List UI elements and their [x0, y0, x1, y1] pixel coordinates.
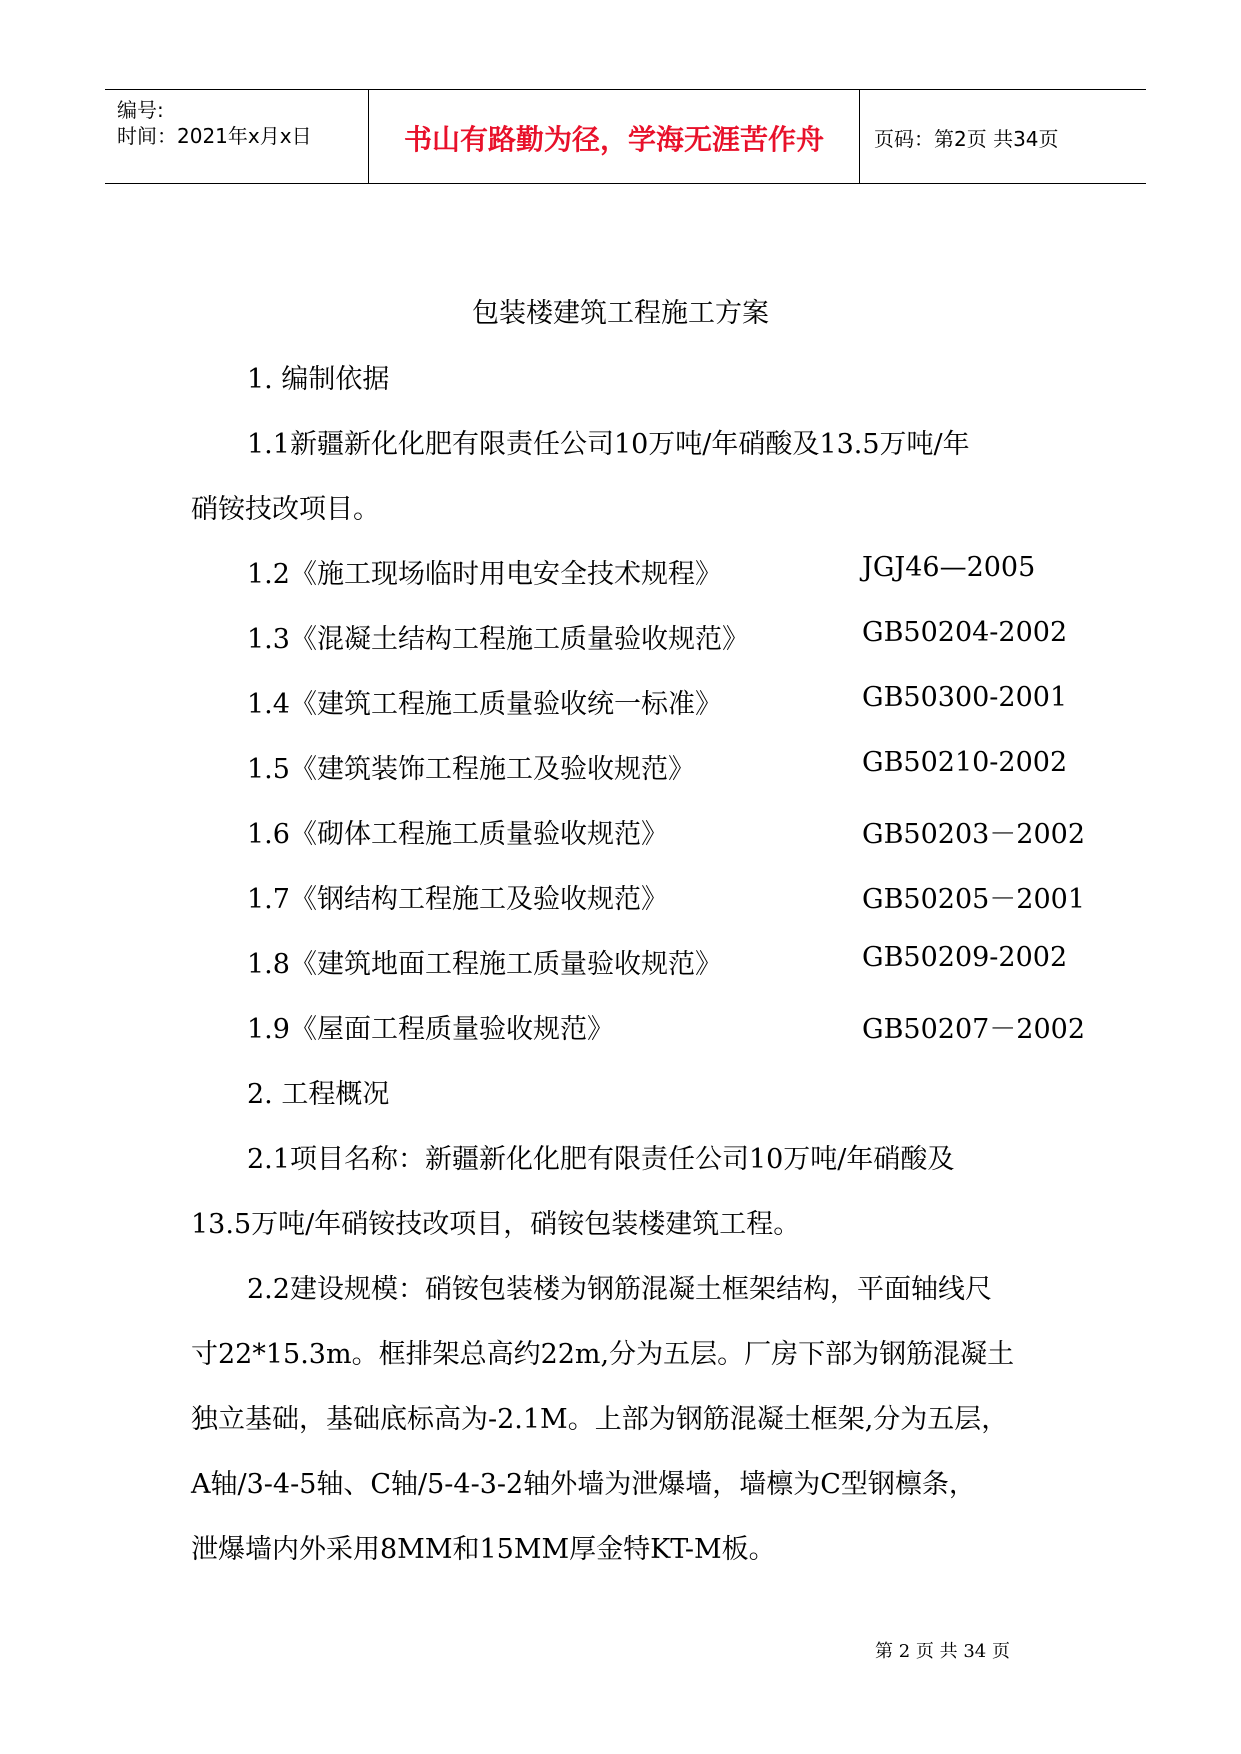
- item-2-1-line-1: 2.1项目名称：新疆新化化肥有限责任公司10万吨/年硝酸及: [247, 1144, 955, 1175]
- reference-name: 1.4《建筑工程施工质量验收统一标准》: [247, 689, 722, 720]
- reference-code: GB50300-2001: [862, 682, 1068, 713]
- header-motto-cell: [369, 90, 860, 183]
- reference-code: GB50204-2002: [862, 617, 1068, 648]
- reference-name: 1.3《混凝土结构工程施工质量验收规范》: [247, 624, 749, 655]
- section-1-heading: 1. 编制依据: [247, 364, 390, 395]
- item-2-2-line-5: 泄爆墙内外采用8MM和15MM厚金特KT-M板。: [191, 1534, 776, 1565]
- item-2-2-line-1: 2.2建设规模：硝铵包装楼为钢筋混凝土框架结构，平面轴线尺: [247, 1274, 992, 1305]
- document-title: 包装楼建筑工程施工方案: [472, 298, 769, 329]
- reference-name: 1.8《建筑地面工程施工质量验收规范》: [247, 949, 722, 980]
- reference-code: GB50203－2002: [862, 819, 1086, 850]
- reference-name: 1.7《钢结构工程施工及验收规范》: [247, 884, 668, 915]
- reference-code: JGJ46—2005: [862, 552, 1036, 583]
- reference-name: 1.9《屋面工程质量验收规范》: [247, 1014, 614, 1045]
- reference-name: 1.5《建筑装饰工程施工及验收规范》: [247, 754, 695, 785]
- item-2-1-line-2: 13.5万吨/年硝铵技改项目，硝铵包装楼建筑工程。: [191, 1209, 801, 1240]
- reference-code: GB50209-2002: [862, 942, 1068, 973]
- motto: 书山有路勤为径，学海无涯苦作舟: [403, 123, 824, 156]
- page-header: [105, 89, 1146, 184]
- page-code: 页码：第2页 共34页: [874, 127, 1059, 151]
- item-2-2-line-2: 寸22*15.3m。框排架总高约22m,分为五层。厂房下部为钢筋混凝土: [191, 1339, 1015, 1370]
- section-2-heading: 2. 工程概况: [247, 1079, 390, 1110]
- reference-code: GB50210-2002: [862, 747, 1068, 778]
- reference-code: GB50207－2002: [862, 1014, 1086, 1045]
- number-label: 编号:: [117, 98, 164, 122]
- page-footer: 第 2 页 共 34 页: [875, 1641, 1010, 1662]
- reference-code: GB50205－2001: [862, 884, 1086, 915]
- item-2-2-line-4: A轴/3-4-5轴、C轴/5-4-3-2轴外墙为泄爆墙，墙檩为C型钢檩条，: [191, 1469, 976, 1500]
- item-2-2-line-3: 独立基础，基础底标高为-2.1M。上部为钢筋混凝土框架,分为五层，: [191, 1404, 1009, 1435]
- item-1-1-line-2: 硝铵技改项目。: [191, 494, 380, 525]
- reference-name: 1.6《砌体工程施工质量验收规范》: [247, 819, 668, 850]
- time-label: 时间：2021年x月x日: [117, 124, 312, 148]
- header-info-cell: [105, 90, 369, 183]
- header-page-cell: [860, 90, 1146, 183]
- reference-name: 1.2《施工现场临时用电安全技术规程》: [247, 559, 722, 590]
- item-1-1-line-1: 1.1新疆新化化肥有限责任公司10万吨/年硝酸及13.5万吨/年: [247, 429, 970, 460]
